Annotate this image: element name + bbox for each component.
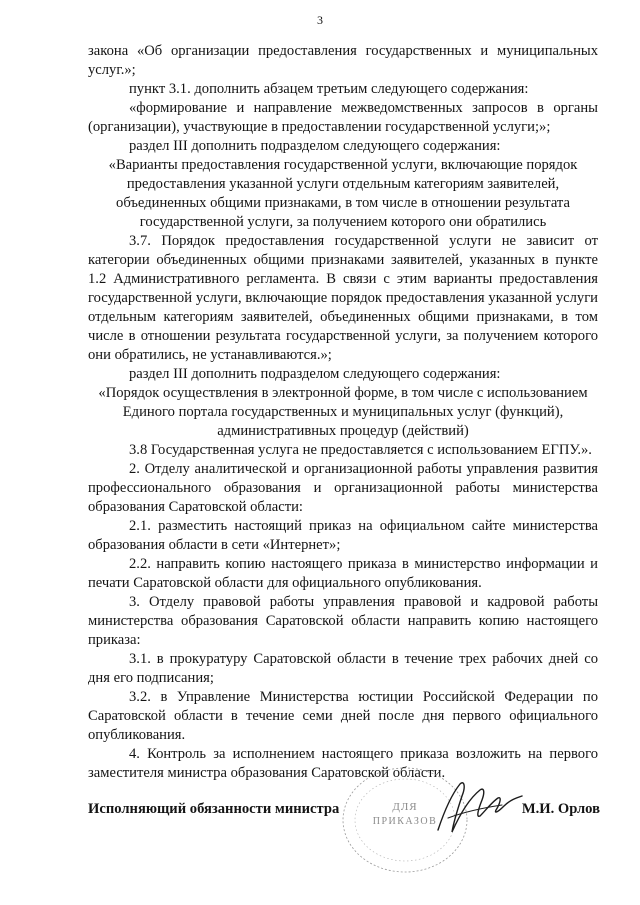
paragraph: закона «Об организации предоставления государственных и муниципальных услуг.»;	[88, 43, 598, 78]
paragraph: 4. Контроль за исполнением настоящего приказа возложить на первого заместителя министра образования Саратовской области.	[88, 746, 598, 781]
section-heading: «Порядок осуществления в электронной форме, в том числе с использованием Единого портала государственных и муниципальных услуг (функций), административных процедур (действий)	[98, 385, 588, 439]
handwritten-signature	[430, 772, 525, 842]
stamp-line-2: ПРИКАЗОВ	[372, 816, 438, 827]
paragraph: 3.8 Государственная услуга не предоставляется с использованием ЕГПУ.».	[129, 442, 592, 458]
paragraph: 2.2. направить копию настоящего приказа в министерство информации и печати Саратовской области для официального опубликования.	[88, 556, 598, 591]
section-heading: «Варианты предоставления государственной услуги, включающие порядок предоставления указанной услуги отдельным категориям заявителей, объединенных общими признаками, в том числе в отношении результата государственной услуги, за получением которого они обратились	[108, 157, 578, 230]
paragraph: «формирование и направление межведомственных запросов в органы (организации), участвующие в предоставлении государственной услуги;»;	[88, 100, 598, 135]
stamp-line-1: ДЛЯ	[392, 801, 418, 813]
paragraph: 3. Отделу правовой работы управления правовой и кадровой работы министерства образования Саратовской области направить копию настоящего приказа:	[88, 594, 598, 648]
page-number: 3	[317, 13, 323, 27]
paragraph: 2. Отделу аналитической и организационной работы управления развития профессионального образования и организационной работы министерства образования Саратовской области:	[88, 461, 598, 515]
signatory-name: М.И. Орлов	[521, 801, 600, 817]
paragraph: раздел III дополнить подразделом следующего содержания:	[129, 366, 501, 382]
paragraph: 2.1. разместить настоящий приказ на официальном сайте министерства образования области в сети «Интернет»;	[88, 518, 598, 553]
signatory-title: Исполняющий обязанности министра	[88, 801, 340, 817]
paragraph: 3.2. в Управление Министерства юстиции Российской Федерации по Саратовской области в течение семи дней после дня первого официального опубликования.	[88, 689, 598, 743]
document-body	[88, 42, 598, 783]
paragraph: 3.7. Порядок предоставления государственной услуги не зависит от категории объединенных общими признаками заявителей, указанных в пункте 1.2 Административного регламента. В связи с этим варианты предоставления государственной услуги, включающие порядок предоставления указанной услуги отдельным категориям заявителей, объединенных общими признаками, в том числе в отношении результата государственной услуги, за получением которого они обратились, не устанавливаются.»;	[88, 233, 598, 363]
paragraph: раздел III дополнить подразделом следующего содержания:	[129, 138, 501, 154]
paragraph: пункт 3.1. дополнить абзацем третьим следующего содержания:	[129, 81, 529, 97]
paragraph: 3.1. в прокуратуру Саратовской области в течение трех рабочих дней со дня его подписания;	[88, 651, 598, 686]
